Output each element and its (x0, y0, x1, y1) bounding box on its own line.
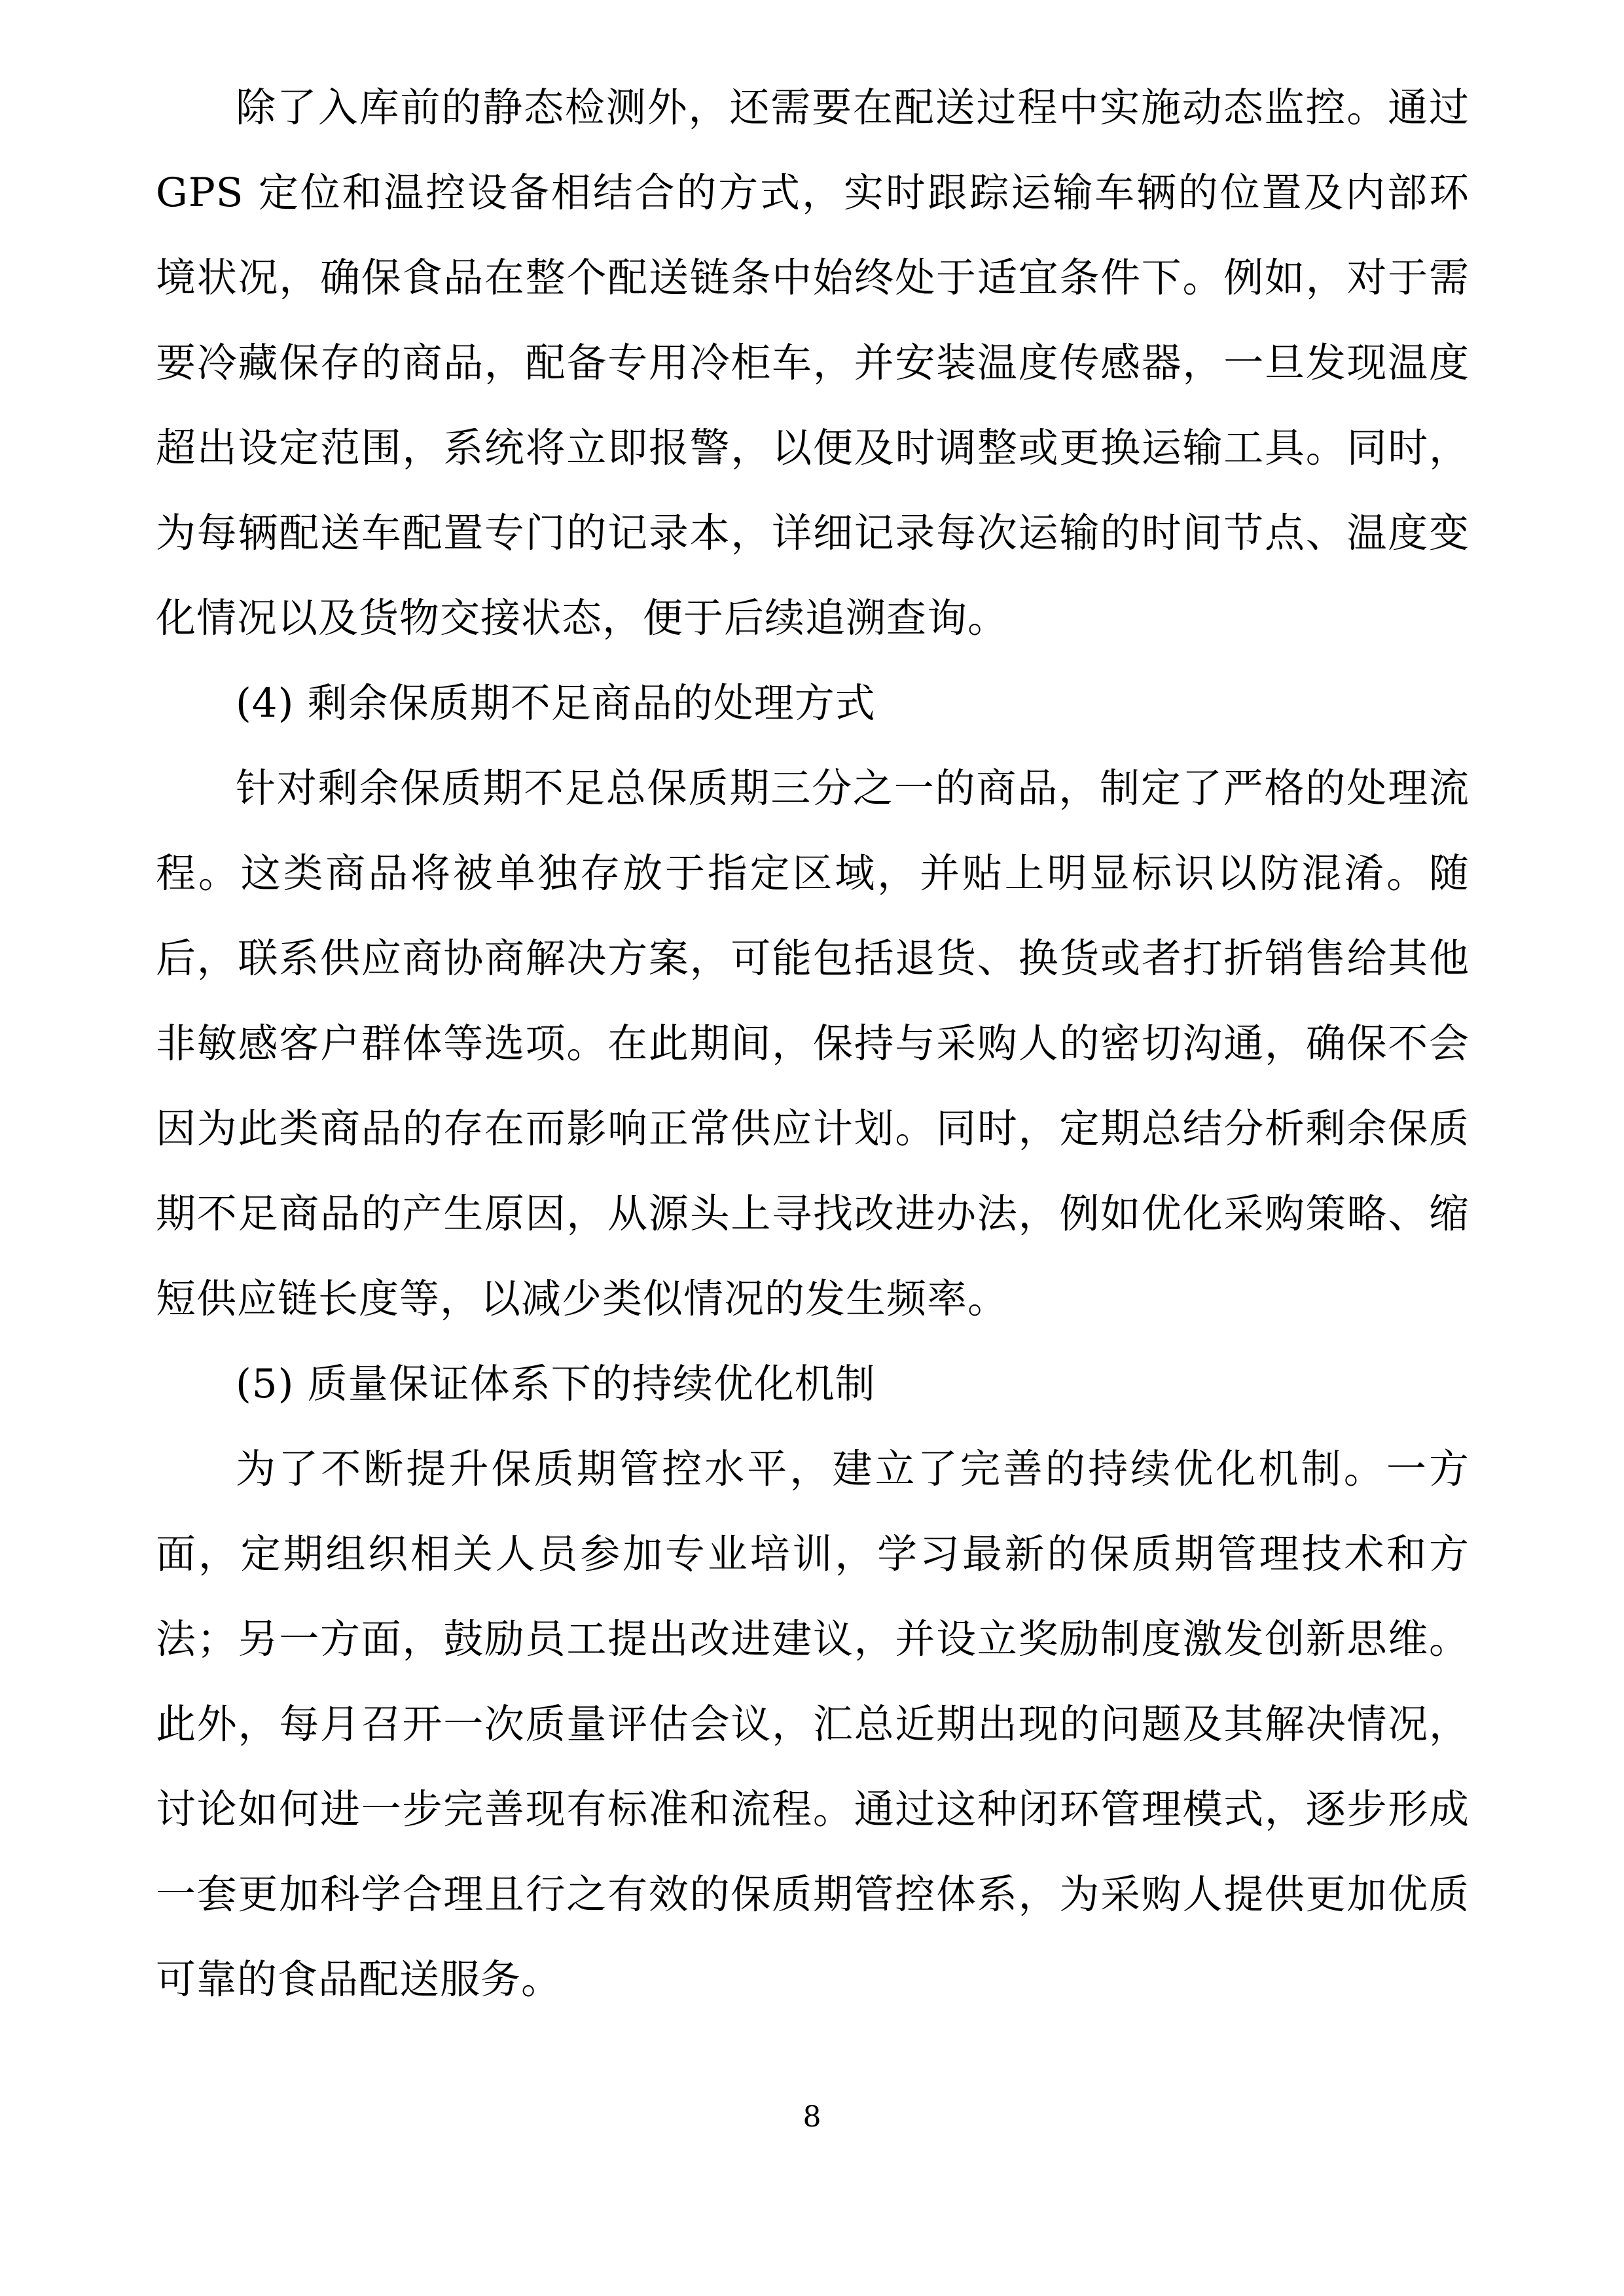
page-body-text (156, 65, 1470, 2022)
body-paragraph-delivery-monitoring: 除了入库前的静态检测外，还需要在配送过程中实施动态监控。通过 GPS 定位和温控设备相结合的方式，实时跟踪运输车辆的位置及内部环境状况，确保食品在整个配送链条中始终处于适宜条件下。例如，对于需要冷藏保存的商品，配备专用冷柜车，并安装温度传感器，一旦发现温度超出设定范围，系统将立即报警，以便及时调整或更换运输工具。同时，为每辆配送车配置专门的记录本，详细记录每次运输的时间节点、温度变化情况以及货物交接状态，便于后续追溯查询。 (156, 84, 1470, 641)
page-number: 8 (803, 2100, 821, 2134)
body-paragraph-shelf-life-handling: 针对剩余保质期不足总保质期三分之一的商品，制定了严格的处理流程。这类商品将被单独存放于指定区域，并贴上明显标识以防混淆。随后，联系供应商协商解决方案，可能包括退货、换货或者打折销售给其他非敏感客户群体等选项。在此期间，保持与采购人的密切沟通，确保不会因为此类商品的存在而影响正常供应计划。同时，定期总结分析剩余保质期不足商品的产生原因，从源头上寻找改进办法，例如优化采购策略、缩短供应链长度等，以减少类似情况的发生频率。 (156, 765, 1470, 1322)
body-paragraph-continuous-optimization: 为了不断提升保质期管控水平，建立了完善的持续优化机制。一方面，定期组织相关人员参加专业培训，学习最新的保质期管理技术和方法；另一方面，鼓励员工提出改进建议，并设立奖励制度激发创新思维。此外，每月召开一次质量评估会议，汇总近期出现的问题及其解决情况，讨论如何进一步完善现有标准和流程。通过这种闭环管理模式，逐步形成一套更加科学合理且行之有效的保质期管控体系，为采购人提供更加优质可靠的食品配送服务。 (156, 1446, 1470, 2003)
section-heading-5: (5) 质量保证体系下的持续优化机制 (236, 1361, 876, 1407)
section-heading-4: (4) 剩余保质期不足商品的处理方式 (236, 680, 876, 726)
